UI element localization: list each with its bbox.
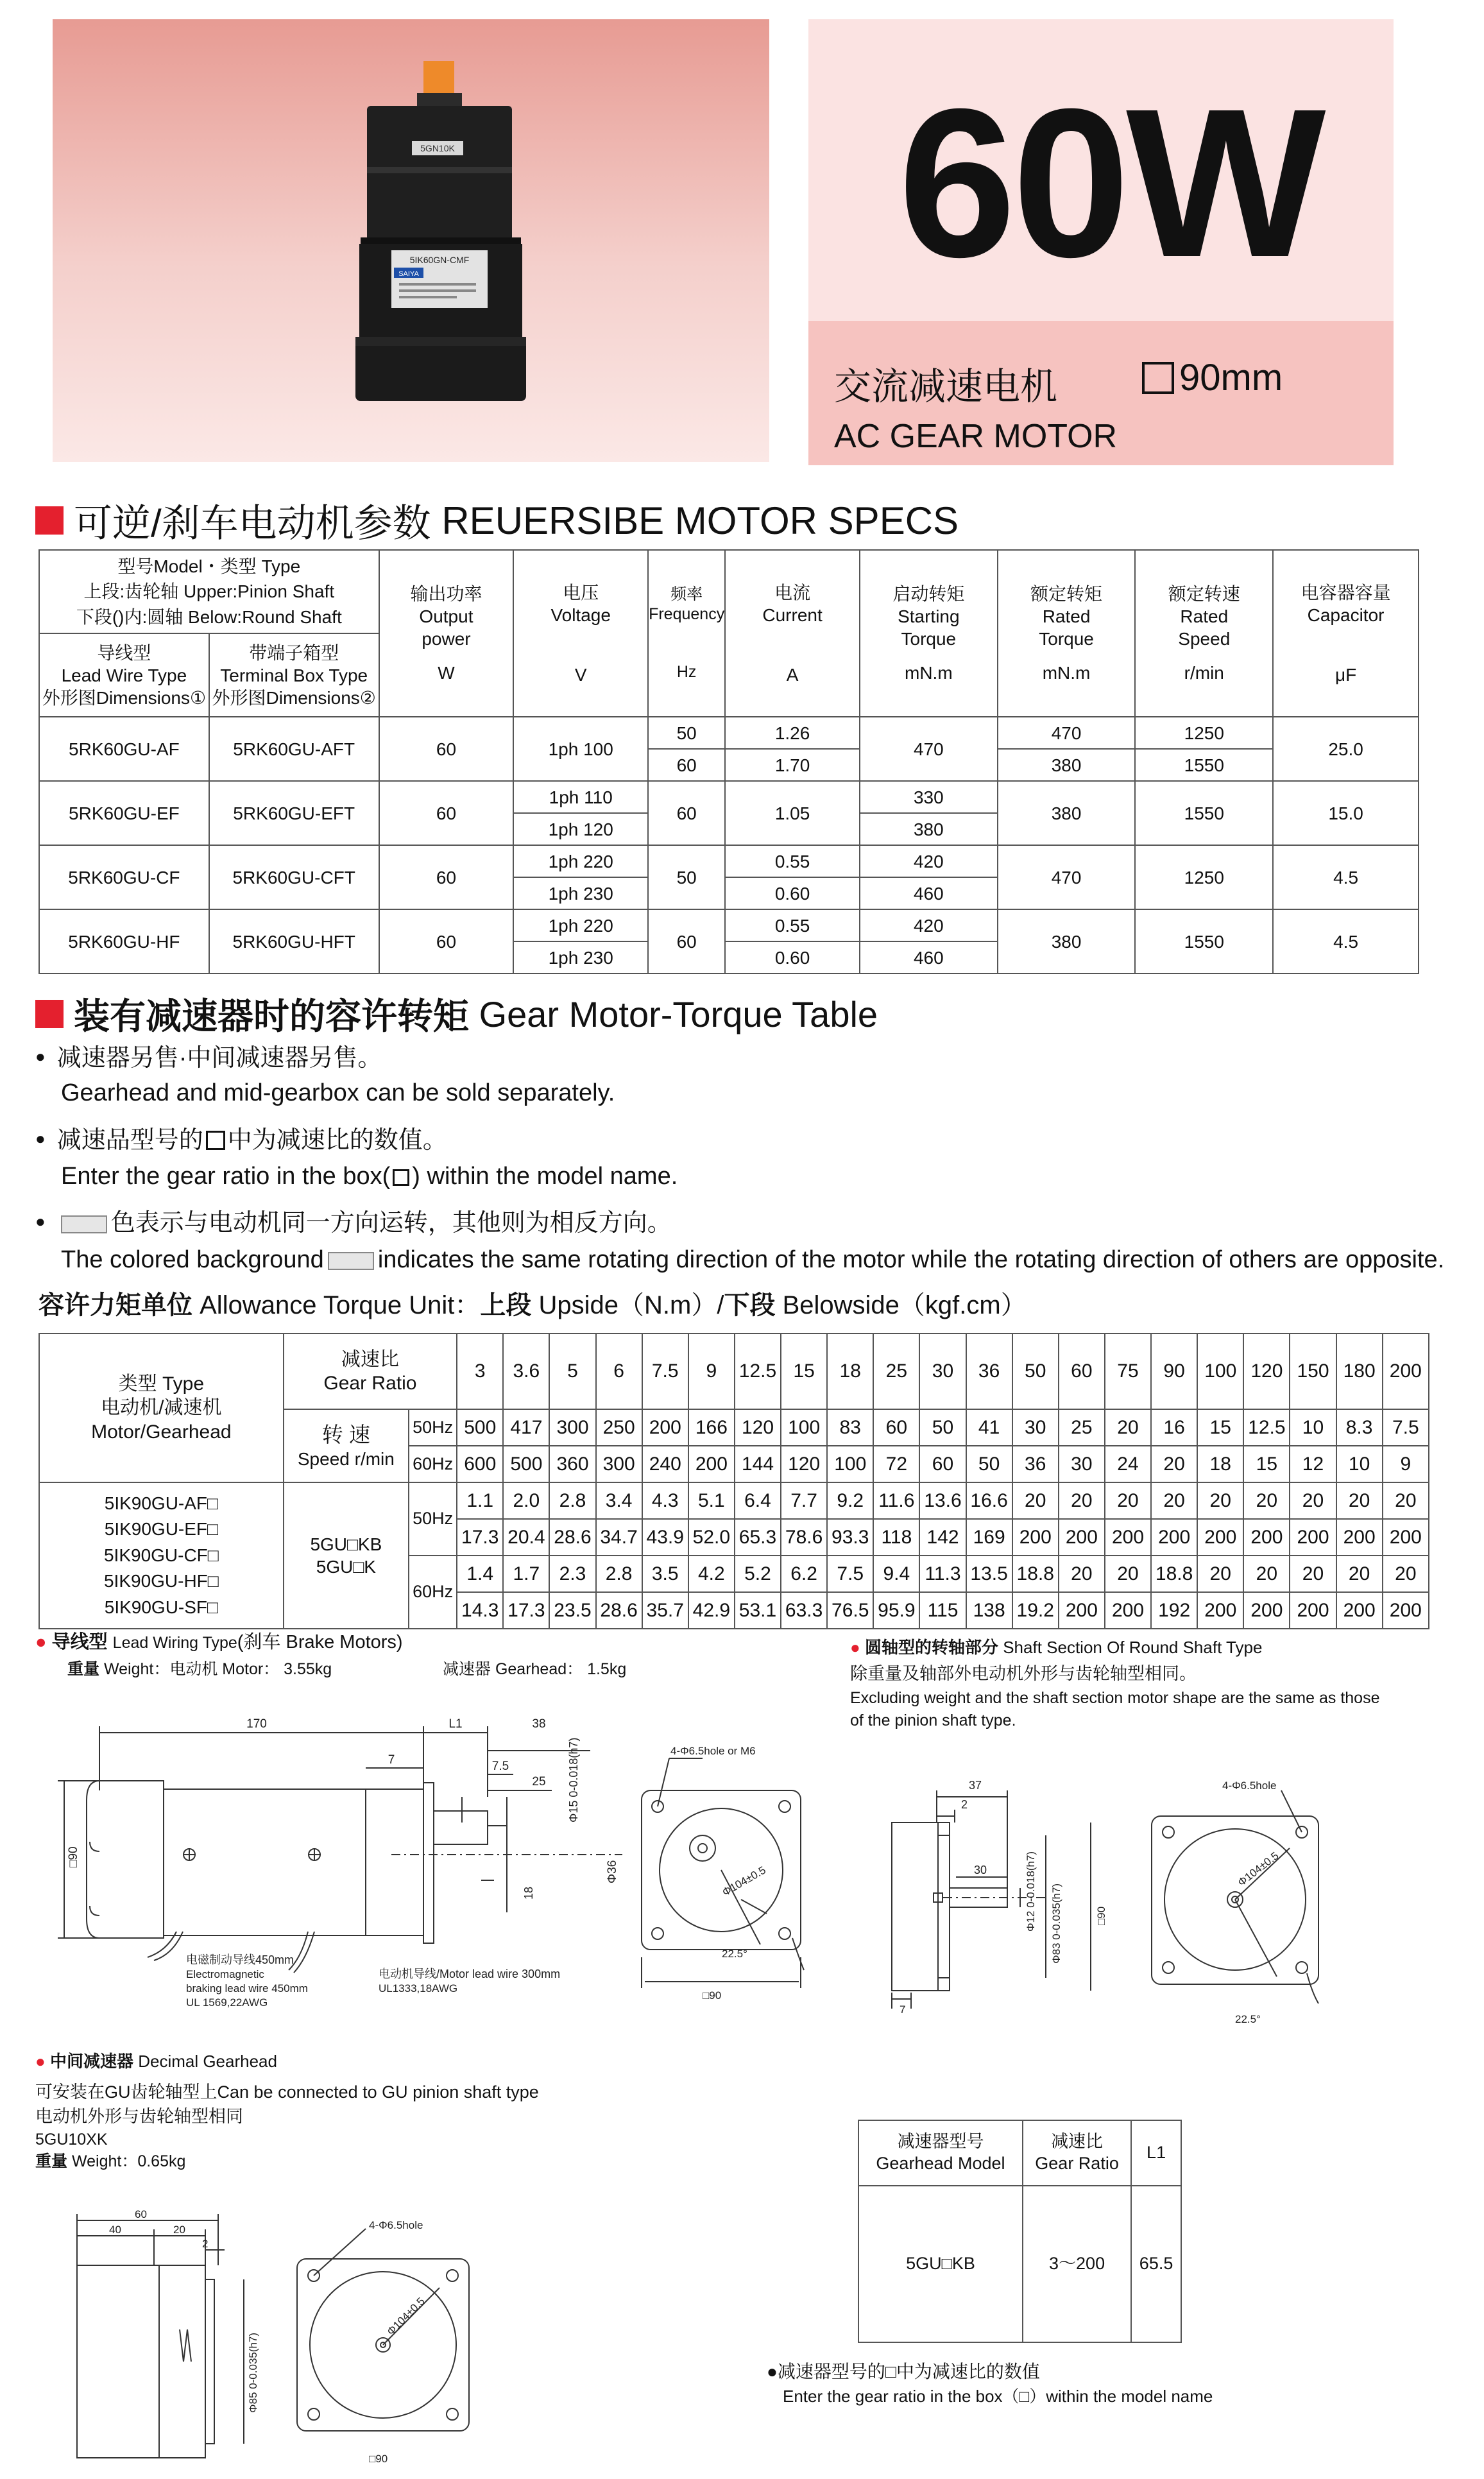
type-header: 类型 Type 电动机/减速机 Motor/Gearhead bbox=[39, 1334, 284, 1482]
ratio-cell: 150 bbox=[1290, 1334, 1336, 1409]
torque-cell: 15 bbox=[1197, 1409, 1243, 1446]
torque-cell: 13.5 bbox=[966, 1556, 1012, 1592]
hole-spec: 4-Φ6.5hole bbox=[369, 2219, 423, 2231]
power-header: 输出功率 Output power W bbox=[379, 550, 514, 717]
dim-85: Φ85 0-0.035(h7) bbox=[247, 2332, 259, 2413]
lead-wire-header: 导线型 Lead Wire Type 外形图Dimensions① bbox=[39, 633, 209, 717]
frequency-header: 频率 Frequency Hz bbox=[648, 550, 725, 717]
torque-cell: 20 bbox=[1105, 1409, 1151, 1446]
torque-cell: 78.6 bbox=[781, 1519, 827, 1556]
round-shaft-front-view bbox=[1139, 1771, 1351, 2034]
torque-cell: 9.2 bbox=[827, 1482, 873, 1519]
current-header: 电流 Current A bbox=[725, 550, 860, 717]
torque-cell: 115 bbox=[919, 1592, 966, 1629]
starting-torque-header: 启动转矩 Starting Torque mN.m bbox=[860, 550, 998, 717]
torque-heading: 装有减速器时的容许转矩 Gear Motor-Torque Table bbox=[35, 988, 878, 1040]
dim-2: 2 bbox=[961, 1798, 968, 1811]
torque-cell: 200 bbox=[1105, 1519, 1151, 1556]
torque-cell: 20 bbox=[1290, 1482, 1336, 1519]
torque-cell: 5.2 bbox=[735, 1556, 781, 1592]
torque-cell: 20 bbox=[1151, 1446, 1197, 1482]
dim-83: Φ83 0-0.035(h7) bbox=[1050, 1883, 1062, 1964]
torque-cell: 10 bbox=[1290, 1409, 1336, 1446]
torque-cell: 6.4 bbox=[735, 1482, 781, 1519]
torque-cell: 200 bbox=[1383, 1592, 1429, 1629]
ratio-cell: 6 bbox=[596, 1334, 642, 1409]
lead-wire-title: ● 导线型 Lead Wiring Type(刹车 Brake Motors) bbox=[35, 1632, 403, 1652]
square-icon bbox=[1142, 362, 1174, 394]
torque-cell: 2.3 bbox=[549, 1556, 595, 1592]
l1-header: L1 bbox=[1131, 2120, 1181, 2186]
torque-cell: 120 bbox=[781, 1446, 827, 1482]
dim-7-5: 7.5 bbox=[491, 1760, 509, 1773]
motor-label-mid: 5IK60GN-CMF bbox=[409, 255, 470, 265]
ratio-cell: 200 bbox=[1383, 1334, 1429, 1409]
torque-cell: 500 bbox=[457, 1409, 503, 1446]
front-square-90: □90 bbox=[703, 1989, 722, 2002]
round-shaft-desc-en2: of the pinion shaft type. bbox=[850, 1711, 1016, 1729]
torque-cell: 20 bbox=[1383, 1556, 1429, 1592]
ratio-cell: 75 bbox=[1105, 1334, 1151, 1409]
torque-cell: 20 bbox=[1012, 1482, 1059, 1519]
torque-cell: 50 bbox=[966, 1446, 1012, 1482]
torque-cell: 17.3 bbox=[457, 1519, 503, 1556]
torque-cell: 200 bbox=[1336, 1592, 1383, 1629]
torque-cell: 11.3 bbox=[919, 1556, 966, 1592]
decimal-line2: 电动机外形与齿轮轴型相同 bbox=[35, 2107, 243, 2126]
ratio-cell: 50 bbox=[1012, 1334, 1059, 1409]
torque-cell: 30 bbox=[1012, 1409, 1059, 1446]
torque-cell: 20 bbox=[1059, 1556, 1105, 1592]
round-shaft-desc-cn: 除重量及轴部外电动机外形与齿轮轴型相同。 bbox=[850, 1664, 1197, 1683]
ratio-cell: 12.5 bbox=[735, 1334, 781, 1409]
pcd-spec: Φ104±0.5 bbox=[720, 1864, 768, 1899]
hole-spec: 4-Φ6.5hole or M6 bbox=[670, 1746, 756, 1757]
dim-36: Φ36 bbox=[606, 1860, 619, 1883]
torque-cell: 18.8 bbox=[1151, 1556, 1197, 1592]
ratio-cell: 90 bbox=[1151, 1334, 1197, 1409]
torque-cell: 60 bbox=[919, 1446, 966, 1482]
torque-cell: 93.3 bbox=[827, 1519, 873, 1556]
torque-cell: 17.3 bbox=[503, 1592, 549, 1629]
dim-7: 7 bbox=[900, 2003, 906, 2015]
torque-cell: 20 bbox=[1383, 1482, 1429, 1519]
torque-cell: 20.4 bbox=[503, 1519, 549, 1556]
torque-cell: 60 bbox=[873, 1409, 919, 1446]
title-cn: 交流减速电机 bbox=[834, 366, 1058, 407]
torque-cell: 7.5 bbox=[1383, 1409, 1429, 1446]
torque-cell: 12.5 bbox=[1243, 1409, 1290, 1446]
note-separate-cn: ● 减速器另售·中间减速器另售。 bbox=[35, 1038, 382, 1073]
torque-cell: 20 bbox=[1059, 1482, 1105, 1519]
torque-cell: 200 bbox=[688, 1446, 735, 1482]
power-rating: 60W bbox=[898, 64, 1322, 301]
torque-cell: 118 bbox=[873, 1519, 919, 1556]
torque-cell: 169 bbox=[966, 1519, 1012, 1556]
torque-cell: 20 bbox=[1290, 1556, 1336, 1592]
gear-ratio-header: 减速比 Gear Ratio bbox=[1023, 2120, 1131, 2186]
ratio-cell: 36 bbox=[966, 1334, 1012, 1409]
ratio-cell: 18 bbox=[827, 1334, 873, 1409]
capacitor-header: 电容器容量 Capacitor μF bbox=[1273, 550, 1419, 717]
torque-cell: 28.6 bbox=[549, 1519, 595, 1556]
motor-label-top: 5GN10K bbox=[420, 143, 455, 153]
red-square-icon bbox=[35, 1000, 64, 1028]
torque-cell: 192 bbox=[1151, 1592, 1197, 1629]
torque-cell: 20 bbox=[1243, 1482, 1290, 1519]
dim-sq90: □90 bbox=[1095, 1906, 1107, 1925]
round-shaft-desc-en1: Excluding weight and the shaft section motor shape are the same as those bbox=[850, 1689, 1380, 1707]
ratio-cell: 9 bbox=[688, 1334, 735, 1409]
torque-cell: 50 bbox=[919, 1409, 966, 1446]
torque-cell: 8.3 bbox=[1336, 1409, 1383, 1446]
torque-cell: 72 bbox=[873, 1446, 919, 1482]
table-row: 5GU□KB bbox=[858, 2186, 1023, 2342]
torque-cell: 2.8 bbox=[549, 1482, 595, 1519]
torque-cell: 20 bbox=[1243, 1556, 1290, 1592]
torque-cell: 76.5 bbox=[827, 1592, 873, 1629]
torque-table: 类型 Type 电动机/减速机 Motor/Gearhead 减速比 Gear Ratio 3 3.6 5 6 7.5 9 12.5 15 18 25 30 36 50 60 75 90 100 120 150 180 200 转 速 Speed r/min 50Hz 500 417 300 250 200 166 120 100 83 60 50 41 30 25 20 16 15 12.5 10 8.3 7.5 60Hz 600 500 360 300 240 200 144 120 100 72 60 50 36 30 24 20 18 15 12 10 9 5IK90GU-AF□ 5IK90GU-EF□ 5IK90GU-CF□ 5IK90GU-HF□ 5IK90GU-SF□ 5GU□KB 5GU□K 50Hz 1.1 2.0 2.8 3.4 4.3 5.1 6.4 7.7 9.2 11.6 13.6 16.6 20 20 20 20 20 20 20 20 20 17.3 20.4 28.6 34.7 43.9 52.0 65.3 78.6 93.3 118 142 169 200 200 200 200 200 200 200 200 200 60Hz 1.4 1.7 2.3 2.8 3.5 4.2 5.2 6.2 7.5 9.4 11.3 13.5 18.8 20 20 18.8 20 20 20 20 20 14.3 17.3 23.5 28.6 35.7 42.9 53.1 63.3 76.5 95.9 115 138 19.2 200 200 192 200 200 200 200 200 bbox=[38, 1333, 1429, 1629]
dim-170: 170 bbox=[246, 1717, 267, 1731]
torque-cell: 417 bbox=[503, 1409, 549, 1446]
hole-spec: 4-Φ6.5hole bbox=[1222, 1780, 1277, 1792]
torque-cell: 14.3 bbox=[457, 1592, 503, 1629]
hero-product-panel bbox=[53, 19, 769, 462]
ratio-cell: 30 bbox=[919, 1334, 966, 1409]
gearhead-model-header: 减速器型号 Gearhead Model bbox=[858, 2120, 1023, 2186]
torque-cell: 5.1 bbox=[688, 1482, 735, 1519]
ratio-cell: 100 bbox=[1197, 1334, 1243, 1409]
torque-cell: 20 bbox=[1197, 1556, 1243, 1592]
torque-cell: 200 bbox=[1290, 1519, 1336, 1556]
torque-cell: 600 bbox=[457, 1446, 503, 1482]
torque-cell: 25 bbox=[1059, 1409, 1105, 1446]
torque-cell: 20 bbox=[1197, 1482, 1243, 1519]
note-color-cn: ● 色表示与电动机同一方向运转，其他则为相反方向。 bbox=[35, 1203, 672, 1238]
torque-cell: 200 bbox=[1197, 1519, 1243, 1556]
torque-cell: 65.3 bbox=[735, 1519, 781, 1556]
dim-20: 20 bbox=[173, 2224, 185, 2236]
torque-cell: 166 bbox=[688, 1409, 735, 1446]
torque-cell: 20 bbox=[1105, 1556, 1151, 1592]
motor-illustration bbox=[341, 55, 547, 407]
dim-l1: L1 bbox=[448, 1717, 463, 1731]
specs-table: 型号Model・类型 Type 上段:齿轮轴 Upper:Pinion Shaft 下段()内:圆轴 Below:Round Shaft 输出功率 Output power W 电压 Voltage V 频率 Frequency Hz 电流 Current A 启动转矩 Starting Torque mN.m 额定转矩 Rated Torque mN.m 额定转速 Rated Speed r/min 电容器容量 Capacitor μF 导线型 Lead Wire Type 外形图Dimensions① 带端子箱型 Terminal Box Type 外形图Dimensions② 5RK60GU-AF 5RK60GU-AFT 60 1ph 100 50 1.26 470 470 1250 25.0 60 1.70 380 1550 5RK60GU-EF 5RK60GU-EFT 60 1ph 110 60 1.05 330 380 1550 15.0 1ph 120 380 5RK60GU-CF 5RK60GU-CFT 60 1ph 220 50 0.55 420 470 1250 4.5 1ph 230 0.60 460 5RK60GU-HF 5RK60GU-HFT 60 1ph 220 60 0.55 420 380 1550 4.5 1ph 230 0.60 460 bbox=[38, 549, 1419, 974]
torque-cell: 200 bbox=[1105, 1592, 1151, 1629]
shaded-swatch bbox=[328, 1252, 374, 1270]
torque-cell: 4.2 bbox=[688, 1556, 735, 1592]
round-shaft-title: ● 圆轴型的转轴部分 Shaft Section Of Round Shaft Type bbox=[850, 1638, 1263, 1657]
lead-wire-gear-weight: 减速器 Gearhead： 1.5kg bbox=[443, 1660, 627, 1678]
torque-cell: 2.8 bbox=[596, 1556, 642, 1592]
torque-cell: 34.7 bbox=[596, 1519, 642, 1556]
note-color-en: The colored background indicates the same rotating direction of the motor while the rotating direction of others are opposite. bbox=[61, 1246, 1445, 1273]
shaded-swatch bbox=[61, 1215, 107, 1233]
torque-cell: 100 bbox=[781, 1409, 827, 1446]
ratio-cell: 3.6 bbox=[503, 1334, 549, 1409]
note-ratio-cn: ● 减速品型号的 中为减速比的数值。 bbox=[35, 1120, 447, 1155]
torque-cell: 200 bbox=[1336, 1519, 1383, 1556]
torque-cell: 360 bbox=[549, 1446, 595, 1482]
torque-cell: 18 bbox=[1197, 1446, 1243, 1482]
ratio-cell: 3 bbox=[457, 1334, 503, 1409]
decimal-side-view bbox=[71, 2208, 289, 2471]
brake-wire-ul: UL 1569,22AWG bbox=[186, 1996, 268, 2009]
angle-spec: 22.5° bbox=[722, 1948, 747, 1960]
table-row: 5RK60GU-AF bbox=[39, 717, 209, 781]
torque-cell: 36 bbox=[1012, 1446, 1059, 1482]
torque-cell: 30 bbox=[1059, 1446, 1105, 1482]
torque-cell: 20 bbox=[1105, 1482, 1151, 1519]
dim-38: 38 bbox=[532, 1717, 546, 1731]
torque-cell: 3.4 bbox=[596, 1482, 642, 1519]
ratio-cell: 5 bbox=[549, 1334, 595, 1409]
decimal-title: ● 中间减速器 Decimal Gearhead bbox=[35, 2052, 277, 2071]
torque-cell: 24 bbox=[1105, 1446, 1151, 1482]
torque-cell: 95.9 bbox=[873, 1592, 919, 1629]
torque-cell: 16.6 bbox=[966, 1482, 1012, 1519]
torque-cell: 83 bbox=[827, 1409, 873, 1446]
frame-size: 90mm bbox=[1142, 356, 1283, 399]
dim-7: 7 bbox=[388, 1753, 395, 1767]
lead-wire-side-view bbox=[45, 1713, 622, 2021]
torque-cell: 13.6 bbox=[919, 1482, 966, 1519]
torque-cell: 63.3 bbox=[781, 1592, 827, 1629]
brake-wire-en2: braking lead wire 450mm bbox=[186, 1982, 308, 1994]
ratio-cell: 60 bbox=[1059, 1334, 1105, 1409]
model-type-header: 型号Model・类型 Type 上段:齿轮轴 Upper:Pinion Shaft 下段()内:圆轴 Below:Round Shaft bbox=[39, 550, 379, 633]
terminal-box-header: 带端子箱型 Terminal Box Type 外形图Dimensions② bbox=[209, 633, 379, 717]
rated-speed-header: 额定转速 Rated Speed r/min bbox=[1135, 550, 1273, 717]
ratio-cell: 7.5 bbox=[642, 1334, 688, 1409]
dim-shaft-dia: Φ15 0-0.018(h7) bbox=[567, 1737, 580, 1823]
ratio-cell: 120 bbox=[1243, 1334, 1290, 1409]
ratio-cell: 25 bbox=[873, 1334, 919, 1409]
front-square-90: □90 bbox=[369, 2453, 388, 2465]
round-shaft-side-view bbox=[879, 1771, 1148, 2015]
torque-cell: 144 bbox=[735, 1446, 781, 1482]
hero-title-panel bbox=[808, 19, 1394, 465]
footer-note-cn: ●减速器型号的□中为减速比的数值 bbox=[767, 2362, 1040, 2381]
dim-shaft12: Φ12 0-0.018(h7) bbox=[1025, 1851, 1037, 1932]
specs-heading: 可逆/刹车电动机参数 REUERSIBE MOTOR SPECS bbox=[35, 493, 959, 548]
torque-cell: 20 bbox=[1336, 1482, 1383, 1519]
motor-brand: SAIYA bbox=[398, 270, 419, 278]
torque-cell: 11.6 bbox=[873, 1482, 919, 1519]
torque-cell: 1.4 bbox=[457, 1556, 503, 1592]
torque-cell: 200 bbox=[1059, 1592, 1105, 1629]
speed-header: 转 速 Speed r/min bbox=[284, 1409, 409, 1482]
torque-cell: 28.6 bbox=[596, 1592, 642, 1629]
lead-wire-weight: 重量 Weight：电动机 Motor： 3.55kg bbox=[67, 1660, 332, 1678]
torque-cell: 4.3 bbox=[642, 1482, 688, 1519]
box-icon bbox=[206, 1131, 225, 1150]
decimal-line1: 可安装在GU齿轮轴型上Can be connected to GU pinion shaft type bbox=[35, 2082, 539, 2102]
torque-cell: 200 bbox=[1383, 1519, 1429, 1556]
model-list: 5IK90GU-AF□ 5IK90GU-EF□ 5IK90GU-CF□ 5IK90GU-HF□ 5IK90GU-SF□ bbox=[39, 1482, 284, 1629]
decimal-front-view bbox=[292, 2217, 484, 2467]
footer-note-en: Enter the gear ratio in the box（□）within the model name bbox=[783, 2387, 1213, 2406]
note-ratio-en: Enter the gear ratio in the box( ) within the model name. bbox=[61, 1163, 678, 1190]
torque-cell: 300 bbox=[596, 1446, 642, 1482]
motor-wire-ul: UL1333,18AWG bbox=[379, 1982, 458, 1994]
note-separate-en: Gearhead and mid-gearbox can be sold separately. bbox=[61, 1079, 615, 1106]
torque-cell: 120 bbox=[735, 1409, 781, 1446]
title-en: AC GEAR MOTOR bbox=[834, 418, 1118, 455]
gearhead-list: 5GU□KB 5GU□K bbox=[284, 1482, 409, 1629]
dim-18: 18 bbox=[522, 1886, 535, 1900]
torque-cell: 10 bbox=[1336, 1446, 1383, 1482]
torque-cell: 142 bbox=[919, 1519, 966, 1556]
rated-torque-header: 额定转矩 Rated Torque mN.m bbox=[998, 550, 1136, 717]
torque-cell: 200 bbox=[642, 1409, 688, 1446]
torque-cell: 250 bbox=[596, 1409, 642, 1446]
ratio-cell: 180 bbox=[1336, 1334, 1383, 1409]
torque-cell: 16 bbox=[1151, 1409, 1197, 1446]
torque-cell: 15 bbox=[1243, 1446, 1290, 1482]
torque-cell: 53.1 bbox=[735, 1592, 781, 1629]
dim-2: 2 bbox=[202, 2238, 209, 2250]
torque-cell: 200 bbox=[1290, 1592, 1336, 1629]
torque-cell: 200 bbox=[1243, 1592, 1290, 1629]
dim-60: 60 bbox=[135, 2208, 147, 2220]
brake-wire-cn: 电磁制动导线450mm bbox=[186, 1953, 294, 1966]
dim-37: 37 bbox=[969, 1779, 982, 1792]
dim-90: □90 bbox=[67, 1846, 80, 1867]
torque-cell: 500 bbox=[503, 1446, 549, 1482]
torque-cell: 43.9 bbox=[642, 1519, 688, 1556]
torque-cell: 35.7 bbox=[642, 1592, 688, 1629]
torque-cell: 20 bbox=[1336, 1556, 1383, 1592]
torque-cell: 200 bbox=[1197, 1592, 1243, 1629]
lead-wire-front-view bbox=[632, 1746, 824, 2015]
pcd-spec: Φ104±0.5 bbox=[1235, 1849, 1281, 1889]
dim-25: 25 bbox=[532, 1775, 546, 1788]
torque-cell: 300 bbox=[549, 1409, 595, 1446]
table-row: 5RK60GU-HF bbox=[39, 909, 209, 974]
torque-cell: 1.7 bbox=[503, 1556, 549, 1592]
torque-cell: 20 bbox=[1151, 1482, 1197, 1519]
torque-unit-line: 容许力矩单位 Allowance Torque Unit：上段 Upside（N.m）/下段 Belowside（kgf.cm） bbox=[38, 1291, 1027, 1319]
motor-wire: 电动机导线/Motor lead wire 300mm bbox=[379, 1968, 561, 1980]
pcd-spec: Φ104±0.5 bbox=[384, 2295, 427, 2338]
torque-cell: 240 bbox=[642, 1446, 688, 1482]
torque-cell: 19.2 bbox=[1012, 1592, 1059, 1629]
torque-cell: 7.7 bbox=[781, 1482, 827, 1519]
torque-cell: 42.9 bbox=[688, 1592, 735, 1629]
torque-cell: 23.5 bbox=[549, 1592, 595, 1629]
decimal-weight: 重量 Weight：0.65kg bbox=[35, 2152, 186, 2170]
ratio-cell: 15 bbox=[781, 1334, 827, 1409]
torque-cell: 100 bbox=[827, 1446, 873, 1482]
torque-cell: 138 bbox=[966, 1592, 1012, 1629]
torque-cell: 18.8 bbox=[1012, 1556, 1059, 1592]
torque-cell: 52.0 bbox=[688, 1519, 735, 1556]
angle-spec: 22.5° bbox=[1235, 2013, 1261, 2025]
torque-cell: 41 bbox=[966, 1409, 1012, 1446]
torque-cell: 200 bbox=[1243, 1519, 1290, 1556]
decimal-model: 5GU10XK bbox=[35, 2131, 108, 2149]
dim-40: 40 bbox=[109, 2224, 121, 2236]
torque-cell: 200 bbox=[1012, 1519, 1059, 1556]
torque-cell: 7.5 bbox=[827, 1556, 873, 1592]
table-row: 5RK60GU-EF bbox=[39, 781, 209, 845]
voltage-header: 电压 Voltage V bbox=[513, 550, 648, 717]
torque-cell: 12 bbox=[1290, 1446, 1336, 1482]
dim-30: 30 bbox=[974, 1864, 987, 1876]
torque-cell: 9.4 bbox=[873, 1556, 919, 1592]
torque-cell: 200 bbox=[1059, 1519, 1105, 1556]
brake-wire-en1: Electromagnetic bbox=[186, 1968, 264, 1980]
torque-cell: 200 bbox=[1151, 1519, 1197, 1556]
box-icon bbox=[393, 1169, 409, 1186]
table-row: 5RK60GU-CF bbox=[39, 845, 209, 909]
gearhead-table: 减速器型号 Gearhead Model 减速比 Gear Ratio L1 5GU□KB 3～200 65.5 bbox=[858, 2120, 1182, 2343]
torque-cell: 3.5 bbox=[642, 1556, 688, 1592]
torque-cell: 9 bbox=[1383, 1446, 1429, 1482]
torque-cell: 2.0 bbox=[503, 1482, 549, 1519]
torque-cell: 6.2 bbox=[781, 1556, 827, 1592]
gear-ratio-header: 减速比 Gear Ratio bbox=[284, 1334, 457, 1409]
torque-cell: 1.1 bbox=[457, 1482, 503, 1519]
red-square-icon bbox=[35, 506, 64, 535]
